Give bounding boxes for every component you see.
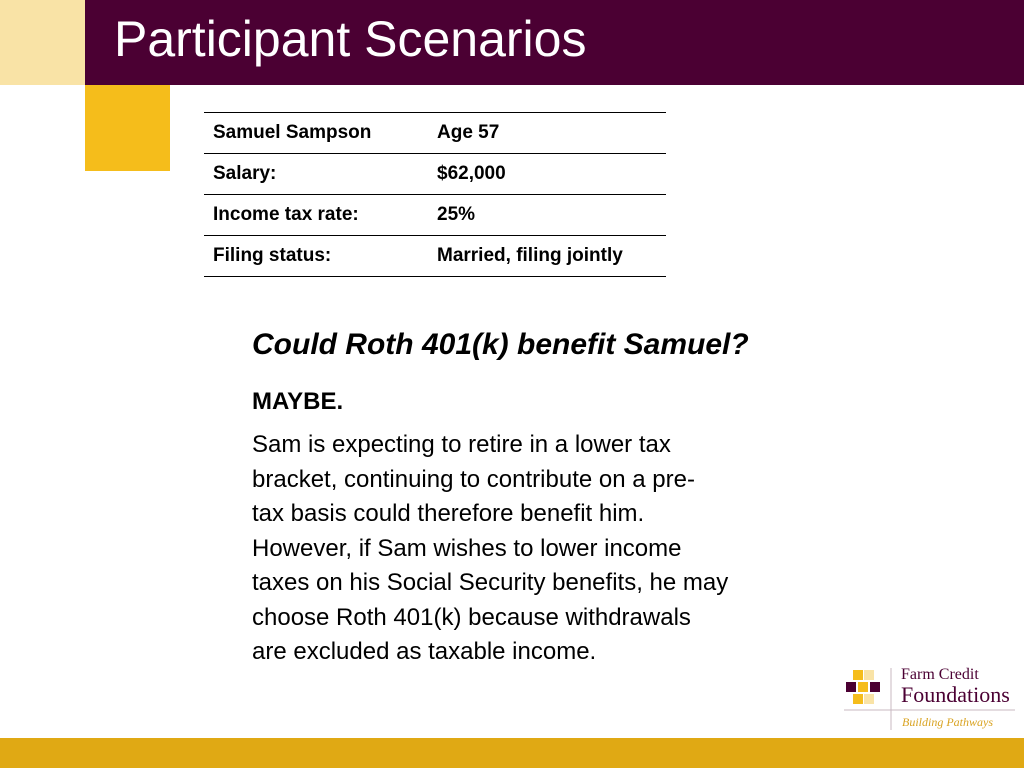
- explanation-text: [252, 428, 832, 670]
- table-row: [204, 236, 666, 277]
- decorative-square-light: [0, 0, 85, 85]
- table-cell-value: $62,000: [428, 154, 666, 195]
- table-cell-value: 25%: [428, 195, 666, 236]
- bottom-bar: [0, 738, 1024, 768]
- explanation-line: taxes on his Social Security benefits, he may: [252, 569, 729, 596]
- explanation-line: Sam is expecting to retire in a lower tax: [252, 431, 671, 458]
- decorative-square-gold: [85, 85, 170, 171]
- table-cell-value: Age 57: [428, 113, 666, 154]
- logo-name-line2: Foundations: [901, 682, 1010, 707]
- table-row: [204, 154, 666, 195]
- question-heading: Could Roth 401(k) benefit Samuel?: [252, 328, 749, 361]
- table-cell-label: Samuel Sampson: [204, 113, 428, 154]
- table-cell-label: Filing status:: [204, 236, 428, 277]
- explanation-line: However, if Sam wishes to lower income: [252, 534, 682, 562]
- explanation-line: bracket, continuing to contribute on a pre-: [252, 465, 695, 493]
- logo-tagline: Building Pathways: [902, 715, 993, 729]
- slide-title: Participant Scenarios: [114, 11, 587, 67]
- answer-heading: MAYBE.: [252, 388, 344, 415]
- logo-name-line1: Farm Credit: [901, 666, 979, 683]
- explanation-line: are excluded as taxable income.: [252, 638, 597, 665]
- explanation-line: choose Roth 401(k) because withdrawals: [252, 603, 691, 631]
- table-row: [204, 113, 666, 154]
- explanation-line: tax basis could therefore benefit him.: [252, 500, 645, 527]
- table-cell-label: Salary:: [204, 154, 428, 195]
- table-cell-value: Married, filing jointly: [428, 236, 666, 277]
- participant-info-table: [204, 112, 666, 277]
- table-row: [204, 195, 666, 236]
- logo-cube-icon: [846, 670, 880, 704]
- table-cell-label: Income tax rate:: [204, 195, 428, 236]
